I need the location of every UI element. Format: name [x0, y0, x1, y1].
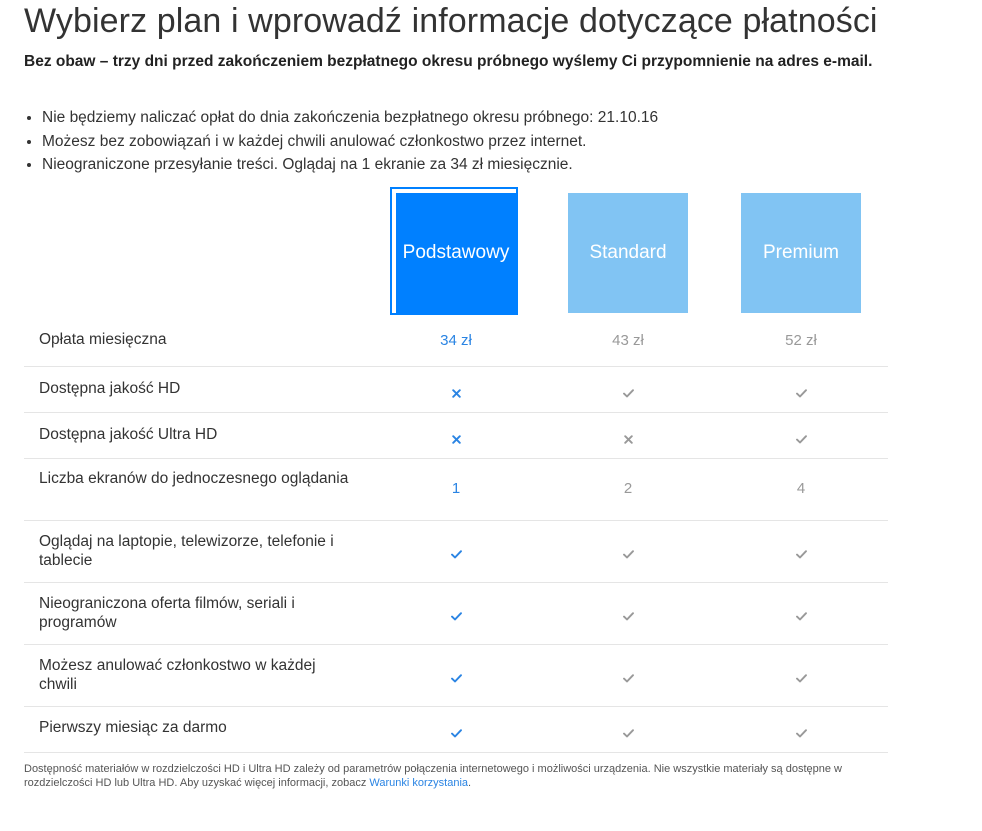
row-label: Pierwszy miesiąc za darmo: [39, 719, 227, 736]
table-row: [24, 412, 888, 459]
footnote-text: Dostępność materiałów w rozdzielczości HD i Ultra HD zależy od parametrów połączenia internetowego i możliwości urządzenia. Nie wszystkie materiały są dostępne w rozdzielczości HD lub Ultra HD. Aby uzyskać więcej informacji, zobacz: [24, 763, 842, 789]
check-icon: [741, 724, 861, 741]
table-row: [24, 520, 888, 583]
plan-premium-button[interactable]: [741, 193, 861, 313]
check-icon: [396, 545, 516, 562]
row-label: Możesz anulować członkostwo w każdej chwili: [39, 657, 316, 693]
plan-podstawowy-button[interactable]: [396, 193, 516, 313]
row-value: 43 zł: [612, 332, 644, 349]
terms-link[interactable]: Warunki korzystania: [369, 776, 469, 789]
check-icon: [568, 724, 688, 741]
row-value: 4: [796, 480, 806, 497]
reminder-lead-text: Bez obaw – trzy dni przed zakończeniem bezpłatnego okresu próbnego wyślemy Ci przypomnienie na adres e-mail.: [24, 53, 873, 70]
row-value: 34 zł: [440, 332, 472, 349]
cross-icon: [568, 430, 688, 447]
check-icon: [568, 545, 688, 562]
row-label: Dostępna jakość HD: [39, 380, 181, 397]
check-icon: [396, 669, 516, 686]
check-icon: [741, 607, 861, 624]
row-value: 1: [451, 480, 461, 497]
table-row: [24, 458, 888, 521]
plan-name: Standard: [589, 242, 667, 263]
footnote-end: .: [468, 776, 472, 789]
check-icon: [568, 669, 688, 686]
check-icon: [741, 430, 861, 447]
cross-icon: [396, 430, 516, 447]
check-icon: [396, 724, 516, 741]
row-label: Opłata miesięczna: [39, 331, 167, 348]
check-icon: [741, 669, 861, 686]
benefits-list: [24, 106, 658, 177]
table-row: [24, 582, 888, 645]
plan-name: Premium: [762, 242, 839, 263]
check-icon: [741, 384, 861, 401]
benefit-item: Nie będziemy naliczać opłat do dnia zakończenia bezpłatnego okresu próbnego: 21.10.16: [24, 106, 658, 130]
benefit-item: Możesz bez zobowiązań i w każdej chwili anulować członkostwo przez internet.: [24, 130, 658, 154]
check-icon: [741, 545, 861, 562]
table-row: [24, 644, 888, 707]
cross-icon: [396, 384, 516, 401]
plan-standard-button[interactable]: [568, 193, 688, 313]
check-icon: [396, 607, 516, 624]
table-row: [24, 366, 888, 413]
table-row: [24, 706, 888, 753]
page-title: Wybierz plan i wprowadź informacje dotyczące płatności: [24, 2, 878, 40]
table-row: [24, 320, 888, 367]
check-icon: [568, 607, 688, 624]
plan-name: Podstawowy: [402, 242, 510, 263]
footnote: [24, 763, 864, 790]
row-label: Liczba ekranów do jednoczesnego oglądania: [39, 470, 349, 487]
benefit-item: Nieograniczone przesyłanie treści. Oglądaj na 1 ekranie za 34 zł miesięcznie.: [24, 153, 658, 177]
row-label: Nieograniczona oferta filmów, seriali i programów: [39, 595, 295, 631]
row-value: 2: [623, 480, 633, 497]
row-label: Dostępna jakość Ultra HD: [39, 426, 218, 443]
row-label: Oglądaj na laptopie, telewizorze, telefonie i tablecie: [39, 533, 334, 569]
check-icon: [568, 384, 688, 401]
row-value: 52 zł: [785, 332, 817, 349]
